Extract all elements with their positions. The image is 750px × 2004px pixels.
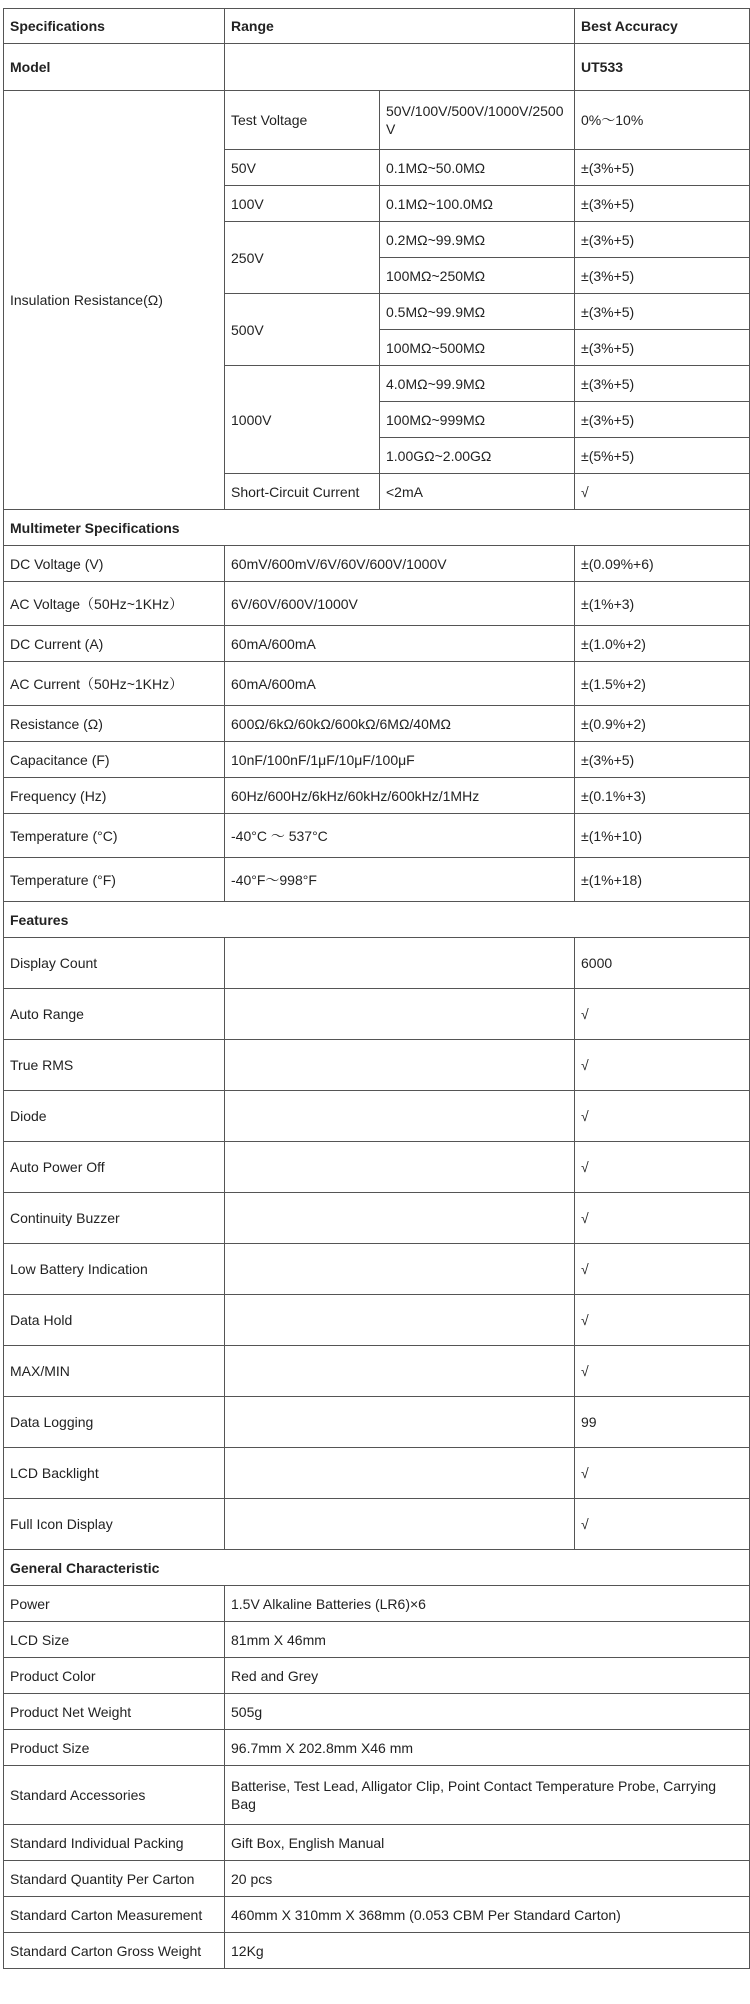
insulation-500v-accuracy-1: ±(3%+5): [575, 294, 750, 330]
general-value: 96.7mm X 202.8mm X46 mm: [225, 1730, 750, 1766]
multimeter-spec-accuracy: ±(0.9%+2): [575, 706, 750, 742]
general-value: 460mm X 310mm X 368mm (0.053 CBM Per Standard Carton): [225, 1897, 750, 1933]
header-best-accuracy: Best Accuracy: [575, 9, 750, 44]
multimeter-row: [4, 582, 750, 626]
insulation-1000v-range-3: 1.00GΩ~2.00GΩ: [380, 438, 575, 474]
multimeter-spec-accuracy: ±(3%+5): [575, 742, 750, 778]
insulation-500v-label: 500V: [225, 294, 380, 366]
feature-row: [4, 1091, 750, 1142]
feature-empty-cell: [225, 1091, 575, 1142]
feature-row: [4, 1448, 750, 1499]
general-title-row: [4, 1550, 750, 1586]
multimeter-spec-range: -40°C ～ 537°C: [225, 814, 575, 858]
feature-value: √: [575, 1448, 750, 1499]
general-row: [4, 1933, 750, 1969]
header-row: [4, 9, 750, 44]
features-title-row: [4, 902, 750, 938]
multimeter-row: [4, 662, 750, 706]
multimeter-spec-range: 6V/60V/600V/1000V: [225, 582, 575, 626]
multimeter-section-title: Multimeter Specifications: [4, 510, 750, 546]
multimeter-spec-label: DC Voltage (V): [4, 546, 225, 582]
features-section-title: Features: [4, 902, 750, 938]
insulation-1000v-accuracy-3: ±(5%+5): [575, 438, 750, 474]
general-label: Standard Accessories: [4, 1766, 225, 1825]
feature-value: √: [575, 1091, 750, 1142]
multimeter-spec-label: DC Current (A): [4, 626, 225, 662]
feature-empty-cell: [225, 1397, 575, 1448]
header-range: Range: [225, 9, 575, 44]
model-label: Model: [4, 44, 225, 91]
feature-empty-cell: [225, 1448, 575, 1499]
insulation-250v-range-1: 0.2MΩ~99.9MΩ: [380, 222, 575, 258]
feature-row: [4, 1142, 750, 1193]
insulation-50v-range: 0.1MΩ~50.0MΩ: [380, 150, 575, 186]
spec-table: [3, 8, 750, 1969]
feature-row: [4, 1193, 750, 1244]
insulation-1000v-range-2: 100MΩ~999MΩ: [380, 402, 575, 438]
multimeter-section: [4, 510, 750, 902]
general-value: 81mm X 46mm: [225, 1622, 750, 1658]
multimeter-spec-label: Frequency (Hz): [4, 778, 225, 814]
test-voltage-label: Test Voltage: [225, 91, 380, 150]
multimeter-spec-label: Temperature (°F): [4, 858, 225, 902]
test-voltage-range: 50V/100V/500V/1000V/2500V: [380, 91, 575, 150]
feature-value: √: [575, 1244, 750, 1295]
feature-value: √: [575, 1193, 750, 1244]
general-label: LCD Size: [4, 1622, 225, 1658]
multimeter-spec-range: 600Ω/6kΩ/60kΩ/600kΩ/6MΩ/40MΩ: [225, 706, 575, 742]
multimeter-spec-label: Capacitance (F): [4, 742, 225, 778]
insulation-100v-range: 0.1MΩ~100.0MΩ: [380, 186, 575, 222]
general-label: Standard Quantity Per Carton: [4, 1861, 225, 1897]
general-row: [4, 1897, 750, 1933]
general-value: Batterise, Test Lead, Alligator Clip, Point Contact Temperature Probe, Carrying Bag: [225, 1766, 750, 1825]
general-row: [4, 1586, 750, 1622]
feature-label: Full Icon Display: [4, 1499, 225, 1550]
multimeter-spec-range: 60mA/600mA: [225, 662, 575, 706]
model-value: UT533: [575, 44, 750, 91]
feature-empty-cell: [225, 938, 575, 989]
multimeter-spec-range: 60Hz/600Hz/6kHz/60kHz/600kHz/1MHz: [225, 778, 575, 814]
insulation-500v-range-2: 100MΩ~500MΩ: [380, 330, 575, 366]
general-row: [4, 1730, 750, 1766]
general-row: [4, 1766, 750, 1825]
general-label: Power: [4, 1586, 225, 1622]
multimeter-spec-accuracy: ±(0.09%+6): [575, 546, 750, 582]
insulation-250v-accuracy-1: ±(3%+5): [575, 222, 750, 258]
feature-row: [4, 1397, 750, 1448]
spec-table-body: [4, 9, 750, 510]
insulation-250v-accuracy-2: ±(3%+5): [575, 258, 750, 294]
multimeter-spec-label: AC Current（50Hz~1KHz）: [4, 662, 225, 706]
feature-value: √: [575, 1040, 750, 1091]
feature-value: √: [575, 1346, 750, 1397]
feature-empty-cell: [225, 1244, 575, 1295]
insulation-500v-range-1: 0.5MΩ~99.9MΩ: [380, 294, 575, 330]
multimeter-row: [4, 814, 750, 858]
insulation-50v-accuracy: ±(3%+5): [575, 150, 750, 186]
feature-label: Diode: [4, 1091, 225, 1142]
feature-label: True RMS: [4, 1040, 225, 1091]
feature-label: Auto Power Off: [4, 1142, 225, 1193]
multimeter-row: [4, 742, 750, 778]
general-label: Standard Carton Gross Weight: [4, 1933, 225, 1969]
feature-label: Data Logging: [4, 1397, 225, 1448]
general-value: 20 pcs: [225, 1861, 750, 1897]
feature-value: 99: [575, 1397, 750, 1448]
insulation-100v-accuracy: ±(3%+5): [575, 186, 750, 222]
feature-label: LCD Backlight: [4, 1448, 225, 1499]
multimeter-title-row: [4, 510, 750, 546]
multimeter-spec-label: Temperature (°C): [4, 814, 225, 858]
multimeter-spec-accuracy: ±(0.1%+3): [575, 778, 750, 814]
general-section: [4, 1550, 750, 1969]
feature-label: Data Hold: [4, 1295, 225, 1346]
test-voltage-accuracy: 0%～10%: [575, 91, 750, 150]
general-label: Standard Individual Packing: [4, 1825, 225, 1861]
multimeter-spec-label: Resistance (Ω): [4, 706, 225, 742]
multimeter-spec-range: -40°F～998°F: [225, 858, 575, 902]
general-value: 12Kg: [225, 1933, 750, 1969]
general-section-title: General Characteristic: [4, 1550, 750, 1586]
short-circuit-label: Short-Circuit Current: [225, 474, 380, 510]
general-value: Gift Box, English Manual: [225, 1825, 750, 1861]
multimeter-spec-range: 60mA/600mA: [225, 626, 575, 662]
feature-empty-cell: [225, 1142, 575, 1193]
multimeter-spec-range: 60mV/600mV/6V/60V/600V/1000V: [225, 546, 575, 582]
short-circuit-range: <2mA: [380, 474, 575, 510]
insulation-50v-label: 50V: [225, 150, 380, 186]
insulation-label: Insulation Resistance(Ω): [4, 91, 225, 510]
general-label: Product Color: [4, 1658, 225, 1694]
feature-row: [4, 1346, 750, 1397]
feature-row: [4, 1244, 750, 1295]
general-row: [4, 1658, 750, 1694]
general-row: [4, 1861, 750, 1897]
multimeter-spec-accuracy: ±(1.5%+2): [575, 662, 750, 706]
feature-row: [4, 1040, 750, 1091]
general-row: [4, 1694, 750, 1730]
feature-empty-cell: [225, 1040, 575, 1091]
feature-value: 6000: [575, 938, 750, 989]
feature-label: Display Count: [4, 938, 225, 989]
feature-empty-cell: [225, 1295, 575, 1346]
insulation-1000v-label: 1000V: [225, 366, 380, 474]
multimeter-spec-accuracy: ±(1.0%+2): [575, 626, 750, 662]
multimeter-spec-range: 10nF/100nF/1μF/10μF/100μF: [225, 742, 575, 778]
insulation-1000v-accuracy-2: ±(3%+5): [575, 402, 750, 438]
general-label: Product Net Weight: [4, 1694, 225, 1730]
insulation-100v-label: 100V: [225, 186, 380, 222]
feature-row: [4, 938, 750, 989]
feature-row: [4, 989, 750, 1040]
feature-label: MAX/MIN: [4, 1346, 225, 1397]
general-row: [4, 1622, 750, 1658]
general-value: Red and Grey: [225, 1658, 750, 1694]
general-label: Standard Carton Measurement: [4, 1897, 225, 1933]
feature-value: √: [575, 989, 750, 1040]
general-row: [4, 1825, 750, 1861]
feature-empty-cell: [225, 989, 575, 1040]
multimeter-spec-accuracy: ±(1%+3): [575, 582, 750, 626]
short-circuit-accuracy: √: [575, 474, 750, 510]
feature-row: [4, 1295, 750, 1346]
feature-empty-cell: [225, 1499, 575, 1550]
feature-value: √: [575, 1142, 750, 1193]
multimeter-row: [4, 778, 750, 814]
insulation-250v-range-2: 100MΩ~250MΩ: [380, 258, 575, 294]
feature-value: √: [575, 1499, 750, 1550]
test-voltage-row: [4, 91, 750, 150]
feature-label: Continuity Buzzer: [4, 1193, 225, 1244]
model-row: [4, 44, 750, 91]
multimeter-row: [4, 546, 750, 582]
feature-row: [4, 1499, 750, 1550]
features-section: [4, 902, 750, 1550]
multimeter-spec-label: AC Voltage（50Hz~1KHz）: [4, 582, 225, 626]
insulation-250v-label: 250V: [225, 222, 380, 294]
header-specifications: Specifications: [4, 9, 225, 44]
model-empty-cell: [225, 44, 575, 91]
feature-label: Auto Range: [4, 989, 225, 1040]
multimeter-spec-accuracy: ±(1%+18): [575, 858, 750, 902]
multimeter-row: [4, 706, 750, 742]
multimeter-spec-accuracy: ±(1%+10): [575, 814, 750, 858]
feature-empty-cell: [225, 1193, 575, 1244]
general-value: 1.5V Alkaline Batteries (LR6)×6: [225, 1586, 750, 1622]
feature-value: √: [575, 1295, 750, 1346]
feature-label: Low Battery Indication: [4, 1244, 225, 1295]
multimeter-row: [4, 858, 750, 902]
insulation-1000v-range-1: 4.0MΩ~99.9MΩ: [380, 366, 575, 402]
general-value: 505g: [225, 1694, 750, 1730]
feature-empty-cell: [225, 1346, 575, 1397]
insulation-1000v-accuracy-1: ±(3%+5): [575, 366, 750, 402]
general-label: Product Size: [4, 1730, 225, 1766]
insulation-500v-accuracy-2: ±(3%+5): [575, 330, 750, 366]
multimeter-row: [4, 626, 750, 662]
